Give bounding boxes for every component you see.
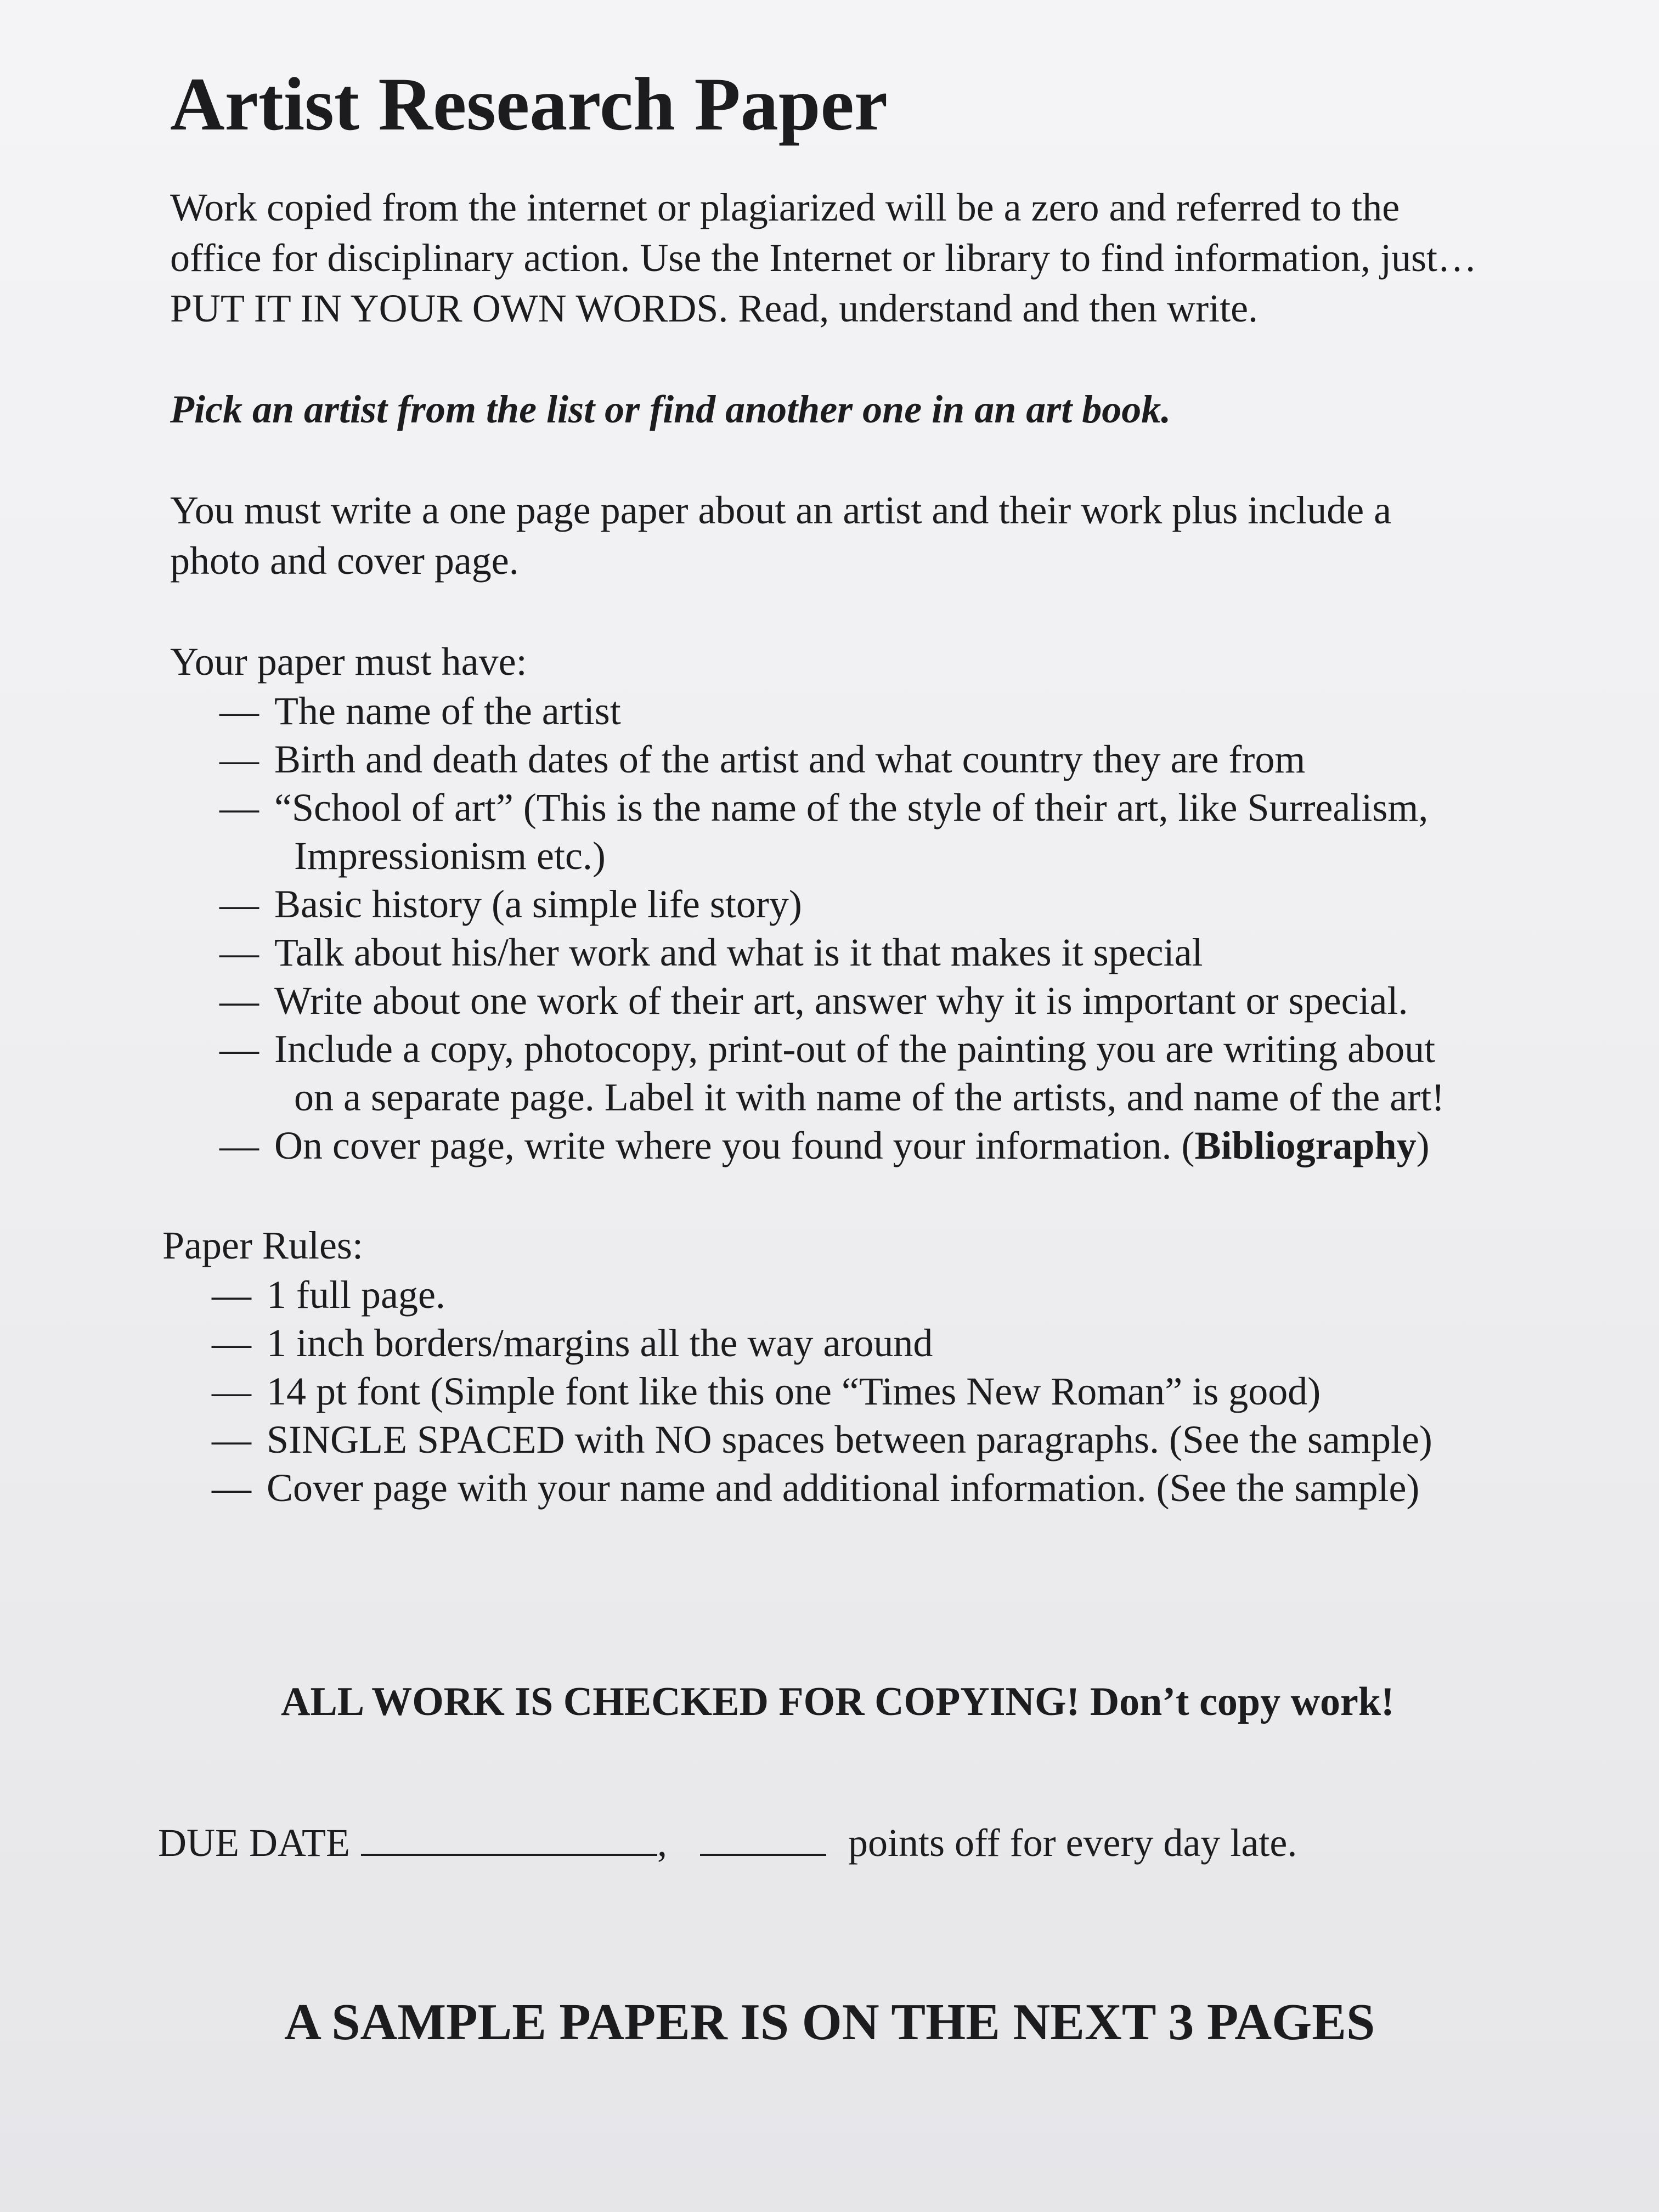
list-item-text: 1 full page. [267,1273,445,1317]
list-item-text: Birth and death dates of the artist and what country they are from [274,737,1306,781]
dash-bullet: — [219,930,259,974]
intro-paragraph [170,182,1618,334]
due-date-comma: , [657,1821,667,1865]
sample-paper-note: A SAMPLE PAPER IS ON THE NEXT 3 PAGES [284,1994,1375,2051]
dash-bullet: — [212,1466,251,1510]
requirements-list [170,687,1618,1170]
dash-bullet: — [219,979,259,1023]
document-content [162,60,1618,1512]
list-item [170,977,1618,1025]
must-write-paragraph [170,485,1618,586]
points-off-text: points off for every day late. [848,1821,1297,1865]
list-item [170,880,1618,928]
list-item-text: Include a copy, photocopy, print-out of the painting you are writing about [274,1027,1436,1071]
list-item-text: The name of the artist [274,689,621,733]
copying-warning: ALL WORK IS CHECKED FOR COPYING! Don’t copy work! [281,1679,1395,1724]
due-date-line [158,1820,1297,1866]
list-item-text: “School of art” (This is the name of the style of their art, like Surrealism, [274,786,1429,830]
list-item [170,1319,1618,1367]
list-item-text: On cover page, write where you found your information. ( [274,1124,1195,1167]
list-item-text: Cover page with your name and additional information. (See the sample) [267,1466,1420,1510]
list-item-text: Write about one work of their art, answer why it is important or special. [274,979,1408,1023]
must-write-line: You must write a one page paper about an artist and their work plus include a [170,488,1392,532]
dash-bullet: — [212,1369,251,1413]
bibliography-term: Bibliography [1194,1124,1417,1167]
intro-line: PUT IT IN YOUR OWN WORDS. Read, understand and then write. [170,286,1259,330]
due-date-blank [361,1821,657,1856]
list-item [170,1271,1618,1319]
list-item-text: 14 pt font (Simple font like this one “Times New Roman” is good) [267,1369,1321,1413]
list-item-continuation: Impressionism etc.) [294,834,606,878]
dash-bullet: — [212,1321,251,1365]
list-item-text: ) [1416,1124,1430,1167]
list-item [170,1415,1618,1464]
intro-line: Work copied from the internet or plagiarized will be a zero and referred to the [170,185,1400,229]
list-item [170,928,1618,977]
dash-bullet: — [219,689,259,733]
requirements-heading: Your paper must have: [170,640,527,684]
list-item [170,1121,1618,1170]
pick-artist-instruction: Pick an artist from the list or find another one in an art book. [170,387,1171,431]
due-date-label: DUE DATE [158,1821,350,1865]
dash-bullet: — [219,1027,259,1071]
dash-bullet: — [212,1273,251,1317]
must-write-line: photo and cover page. [170,539,519,583]
page-title: Artist Research Paper [170,62,888,146]
list-item [170,1025,1618,1121]
list-item [170,1464,1618,1512]
paper-rules-heading: Paper Rules: [162,1223,363,1267]
paper-rules-list [170,1271,1618,1512]
dash-bullet: — [219,1124,259,1167]
list-item-continuation: on a separate page. Label it with name of the artists, and name of the art! [294,1075,1445,1119]
dash-bullet: — [219,786,259,830]
list-item-text: 1 inch borders/margins all the way around [267,1321,933,1365]
list-item [170,1367,1618,1415]
dash-bullet: — [219,882,259,926]
list-item-text: Basic history (a simple life story) [274,882,802,926]
list-item [170,687,1618,735]
points-off-blank [700,1821,826,1856]
dash-bullet: — [212,1418,251,1462]
dash-bullet: — [219,737,259,781]
list-item-text: Talk about his/her work and what is it that makes it special [274,930,1203,974]
list-item [170,783,1618,880]
intro-line: office for disciplinary action. Use the Internet or library to find information, just… [170,236,1477,280]
list-item-text: SINGLE SPACED with NO spaces between paragraphs. (See the sample) [267,1418,1432,1462]
list-item [170,735,1618,783]
